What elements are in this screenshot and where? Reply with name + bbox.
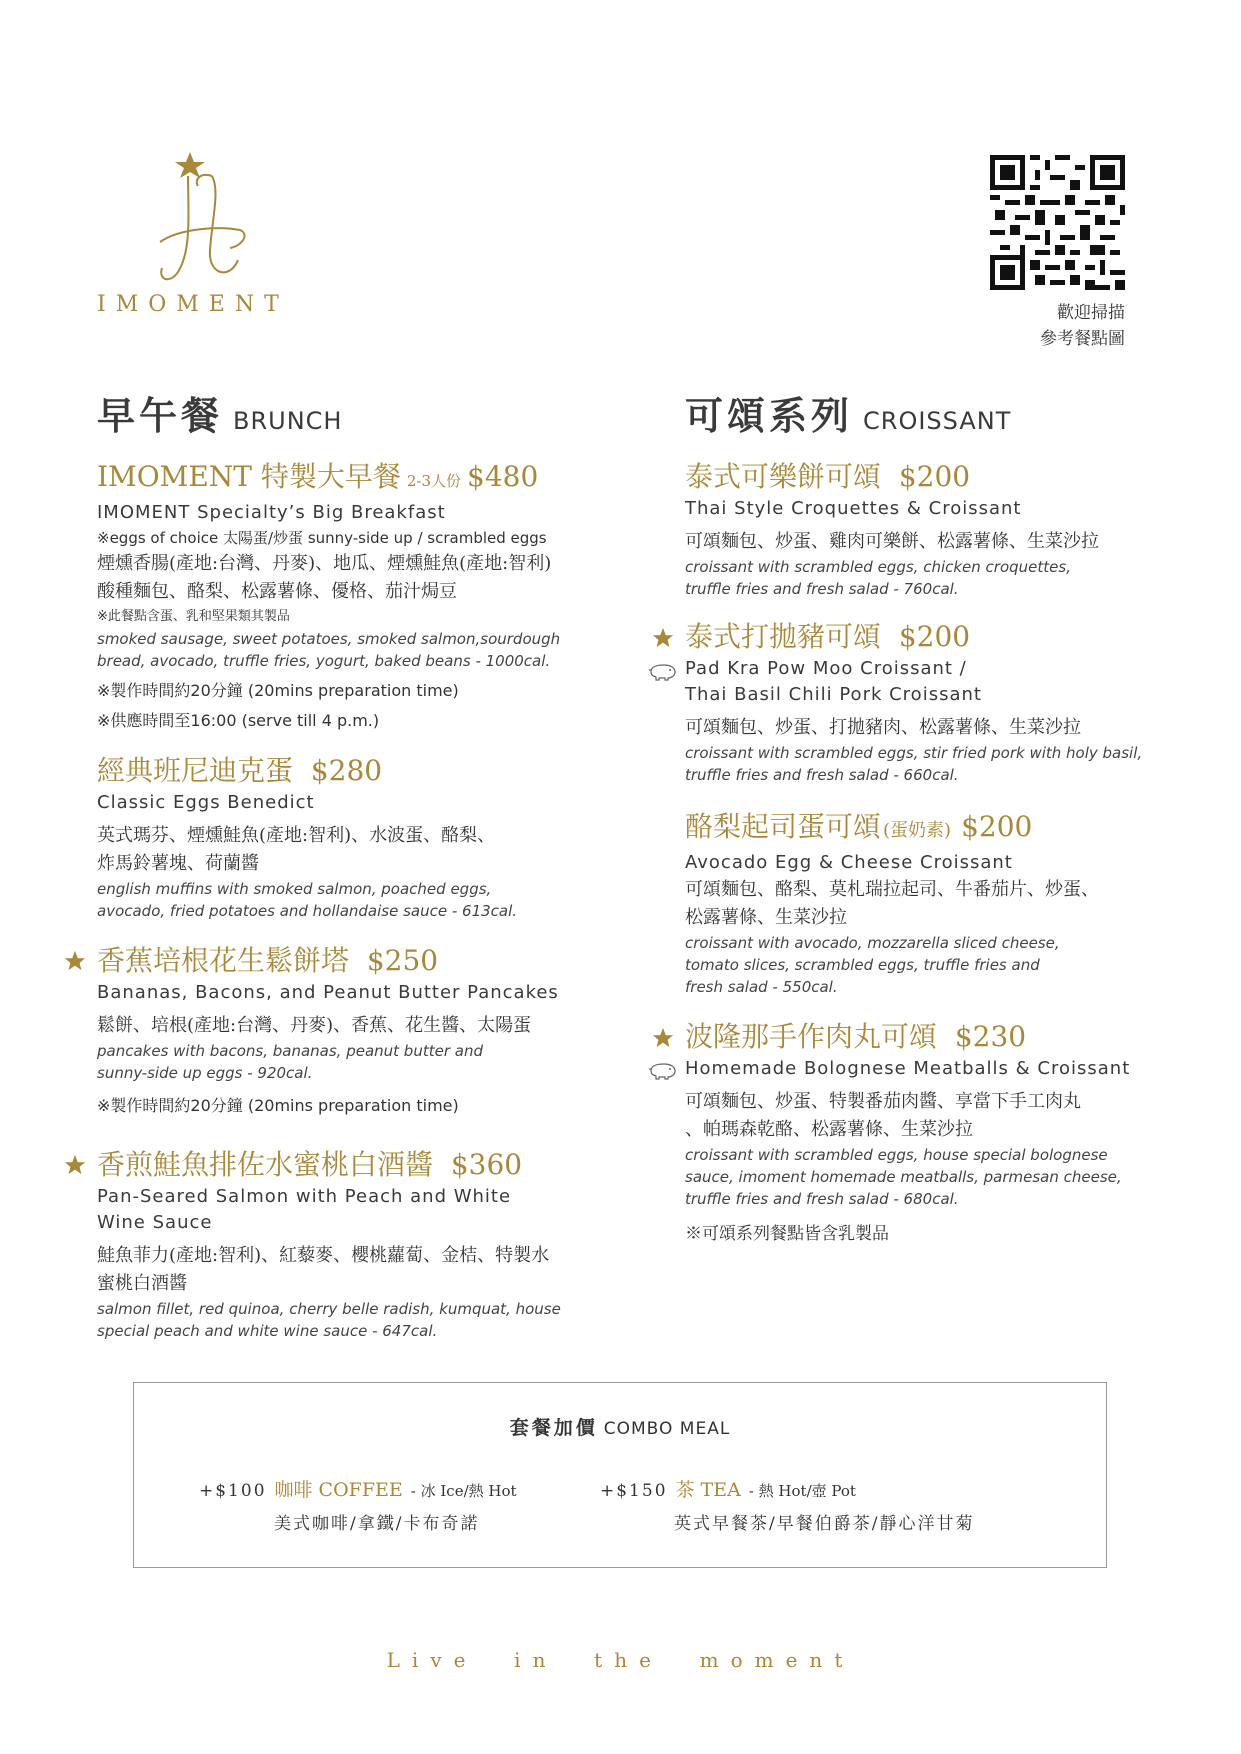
combo-tea-option [600,1475,856,1502]
combo-tea-name: 茶 TEA [675,1479,741,1501]
item-name: 香煎鮭魚排佐水蜜桃白酒醬 [97,1148,434,1181]
menu-item-thai-basil-pork-croissant [685,618,1215,786]
item-title [97,458,627,500]
brunch-heading-zh: 早午餐 [97,393,224,438]
item-price: $480 [467,460,539,493]
combo-coffee-option [199,1475,517,1502]
qr-caption-line2: 參考餐點圖 [1040,329,1125,349]
item-en-desc: pancakes with bacons, bananas, peanut butter and [97,1042,483,1060]
item-en-desc: sauce, imoment homemade meatballs, parmesan cheese, [685,1168,1122,1186]
star-icon [652,627,674,649]
star-icon [64,1154,86,1176]
item-price: $230 [954,1020,1027,1053]
menu-item-avocado-egg-croissant [685,808,1215,998]
pig-icon [648,1062,678,1080]
item-en-desc: croissant with avocado, mozzarella sliced cheese, [685,934,1060,952]
qr-code-icon [990,155,1125,290]
item-en-desc: fresh salad - 550cal. [685,978,838,996]
item-prep-note: ※製作時間約20分鐘 (20mins preparation time) [97,1096,459,1115]
combo-coffee-list: 美式咖啡/拿鐵/卡布奇諾 [274,1514,480,1534]
brand-name: IMOMENT [97,292,289,317]
menu-item-thai-croquette-croissant [685,458,1215,600]
combo-meal-box [133,1382,1107,1568]
item-en-desc: truffle fries and fresh salad - 680cal. [685,1190,959,1208]
item-en-name: Thai Style Croquettes & Croissant [685,498,1022,519]
item-allergen-note: ※此餐點含蛋、乳和堅果類其製品 [97,609,290,624]
combo-title-zh: 套餐加價 [509,1417,598,1439]
item-en-name: Homemade Bolognese Meatballs & Croissant [685,1058,1131,1079]
croissant-heading-zh: 可頌系列 [685,393,854,438]
item-en-desc: sunny-side up eggs - 920cal. [97,1064,313,1082]
menu-item-big-breakfast [97,458,627,736]
item-en-desc: avocado, fried potatoes and hollandaise sauce - 613cal. [97,902,518,920]
item-en-desc: salmon fillet, red quinoa, cherry belle radish, kumquat, house [97,1300,561,1318]
combo-coffee-name: 咖啡 COFFEE [274,1479,403,1501]
item-name: 泰式可樂餅可頌 [685,460,882,493]
combo-coffee-price: +$100 [199,1481,267,1501]
item-en-name: Wine Sauce [97,1212,213,1233]
item-zh-desc: 可頌麵包、酪梨、莫札瑞拉起司、牛番茄片、炒蛋、 [685,879,1099,900]
item-zh-desc: 可頌麵包、炒蛋、打拋豬肉、松露薯條、生菜沙拉 [685,717,1081,738]
item-en-desc: croissant with scrambled eggs, chicken croquettes, [685,558,1071,576]
item-en-desc: croissant with scrambled eggs, house special bolognese [685,1146,1108,1164]
menu-item-banana-pancakes [97,942,627,1118]
item-price: $200 [898,460,971,493]
item-en-name: Pan-Seared Salmon with Peach and White [97,1186,512,1207]
item-en-name: Pad Kra Pow Moo Croissant / [685,658,967,679]
item-zh-desc: 鮭魚菲力(產地:智利)、紅藜麥、櫻桃蘿蔔、金桔、特製水 [97,1245,550,1266]
item-title [97,942,627,980]
item-en-desc: smoked sausage, sweet potatoes, smoked salmon,sourdough [97,630,561,648]
item-title [685,808,1215,850]
combo-tea-opts: - 熱 Hot/壺 Pot [748,1482,856,1500]
combo-tea-price: +$150 [600,1481,668,1501]
item-price: $360 [450,1148,523,1181]
brunch-heading [97,385,342,440]
item-veg-tag: (蛋奶素) [883,820,952,841]
item-en-desc: croissant with scrambled eggs, stir fried pork with holy basil, [685,744,1143,762]
item-zh-desc: 煙燻香腸(產地:台灣、丹麥)、地瓜、煙燻鮭魚(產地:智利) [97,553,552,574]
item-zh-desc: 、帕瑪森乾酪、松露薯條、生菜沙拉 [685,1119,973,1140]
star-icon [64,950,86,972]
menu-item-salmon-steak [97,1146,627,1342]
item-price: $280 [310,754,383,787]
item-price: $200 [898,620,971,653]
combo-coffee-opts: - 冰 Ice/熱 Hot [410,1482,517,1500]
item-name: IMOMENT 特製大早餐 [97,460,401,493]
item-zh-desc: 酸種麵包、酪梨、松露薯條、優格、茄汁焗豆 [97,581,457,602]
item-zh-desc: 可頌麵包、炒蛋、特製番茄肉醬、享當下手工肉丸 [685,1091,1081,1112]
item-en-name: Avocado Egg & Cheese Croissant [685,852,1013,873]
menu-item-bolognese-croissant [685,1018,1215,1248]
item-serve-note: ※供應時間至16:00 (serve till 4 p.m.) [97,711,380,730]
item-zh-desc: 炸馬鈴薯塊、荷蘭醬 [97,853,259,874]
qr-caption [1000,300,1125,352]
item-en-desc: truffle fries and fresh salad - 660cal. [685,766,959,784]
item-zh-desc: 英式瑪芬、煙燻鮭魚(產地:智利)、水波蛋、酪梨、 [97,825,496,846]
item-en-desc: bread, avocado, truffle fries, yogurt, baked beans - 1000cal. [97,652,551,670]
item-title [685,458,1215,496]
item-en-desc: special peach and white wine sauce - 647cal. [97,1322,438,1340]
combo-title [134,1413,1106,1440]
item-en-name: Bananas, Bacons, and Peanut Butter Pancakes [97,982,559,1003]
item-en-name: Classic Eggs Benedict [97,792,315,813]
logo-icon [150,150,260,290]
item-price: $200 [961,810,1033,843]
item-title [97,752,627,790]
item-prep-note: ※製作時間約20分鐘 (20mins preparation time) [97,681,459,700]
item-zh-desc: 松露薯條、生菜沙拉 [685,907,847,928]
star-icon [652,1027,674,1049]
item-en-desc: truffle fries and fresh salad - 760cal. [685,580,959,598]
item-egg-choice: ※eggs of choice 太陽蛋/炒蛋 sunny-side up / scrambled eggs [97,529,547,547]
qr-caption-line1: 歡迎掃描 [1057,303,1125,323]
item-en-desc: english muffins with smoked salmon, poached eggs, [97,880,492,898]
footer-tagline: Live in the moment [386,1648,855,1672]
croissant-heading [685,385,1011,440]
item-serving: 2-3人份 [406,472,462,490]
item-zh-desc: 蜜桃白酒醬 [97,1273,187,1294]
menu-item-eggs-benedict [97,752,627,922]
combo-tea-list: 英式早餐茶/早餐伯爵茶/靜心洋甘菊 [674,1514,975,1534]
item-name: 泰式打拋豬可頌 [685,620,882,653]
brunch-heading-en: BRUNCH [233,407,343,435]
combo-title-en: COMBO MEAL [603,1419,731,1439]
item-en-name: IMOMENT Specialty’s Big Breakfast [97,502,446,523]
croissant-dairy-note: ※可頌系列餐點皆含乳製品 [685,1224,889,1244]
item-zh-desc: 鬆餅、培根(產地:台灣、丹麥)、香蕉、花生醬、太陽蛋 [97,1015,532,1036]
item-price: $250 [366,944,439,977]
item-title [97,1146,627,1184]
item-en-desc: tomato slices, scrambled eggs, truffle fries and [685,956,1040,974]
pig-icon [648,663,678,681]
item-en-name: Thai Basil Chili Pork Croissant [685,684,982,705]
item-title [685,618,1215,656]
item-name: 波隆那手作肉丸可頌 [685,1020,938,1053]
item-name: 經典班尼迪克蛋 [97,754,294,787]
croissant-heading-en: CROISSANT [863,407,1012,435]
item-name: 香蕉培根花生鬆餅塔 [97,944,350,977]
item-name: 酪梨起司蛋可頌 [685,810,882,843]
item-title [685,1018,1215,1056]
item-zh-desc: 可頌麵包、炒蛋、雞肉可樂餅、松露薯條、生菜沙拉 [685,531,1099,552]
